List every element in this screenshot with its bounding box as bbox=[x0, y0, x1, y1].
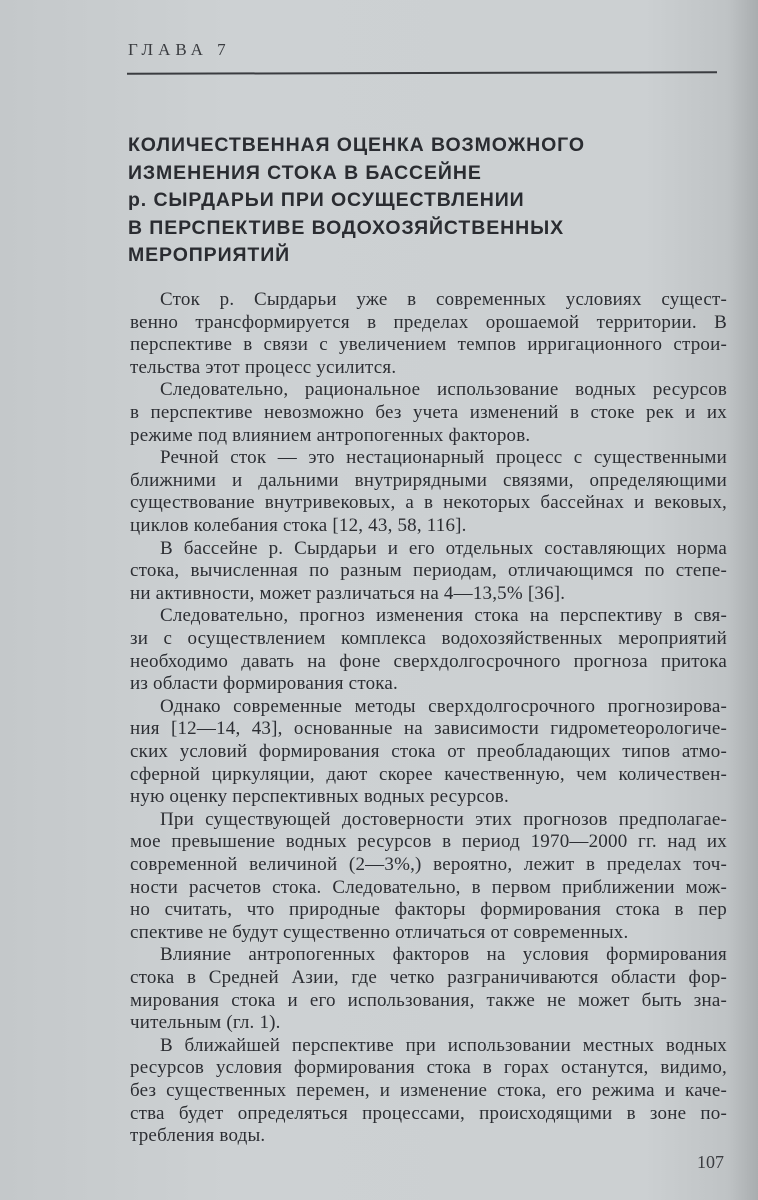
paragraph-line: необходимо давать на фоне сверхдолгосрочного прогноза притока bbox=[130, 650, 727, 672]
paragraph-line: В ближайшей перспективе при использовании местных водных bbox=[160, 1034, 727, 1056]
paragraph-line: мое превышение водных ресурсов в период 1970—2000 гг. над их bbox=[130, 831, 727, 853]
paragraph-line: Речной сток — это нестационарный процесс с существенными bbox=[160, 447, 727, 469]
paragraph-line: современной величиной (2—3%,) вероятно, лежит в пределах точ- bbox=[130, 854, 727, 875]
paragraph-line: циклов колебания стока [12, 43, 58, 116]. bbox=[130, 515, 467, 536]
paragraph-line: венно трансформируется в пределах орошаемой территории. В bbox=[130, 311, 727, 333]
paragraph-line: спективе не будут существенно отличаться от современных. bbox=[130, 921, 629, 943]
title-line: В ПЕРСПЕКТИВЕ ВОДОХОЗЯЙСТВЕННЫХ bbox=[128, 216, 564, 239]
paragraph-line: В бассейне р. Сырдарьи и его отдельных составляющих норма bbox=[160, 537, 727, 559]
paragraph-line: ности расчетов стока. Следовательно, в первом приближении мож- bbox=[130, 876, 727, 898]
paragraph-line: тельства этот процесс усилится. bbox=[130, 356, 397, 378]
paragraph-line: Следовательно, рациональное использование водных ресурсов bbox=[160, 379, 727, 401]
paragraph-line: режиме под влиянием антропогенных факторов. bbox=[130, 424, 531, 446]
page-number: 107 bbox=[697, 1152, 724, 1172]
paragraph-line: Влияние антропогенных факторов на условия формирования bbox=[160, 944, 727, 966]
paragraph-line: ную оценку перспективных водных ресурсов. bbox=[130, 786, 509, 808]
title-line: р. СЫРДАРЬИ ПРИ ОСУЩЕСТВЛЕНИИ bbox=[128, 189, 525, 211]
paragraph-line: мирования стока и его использования, также не может быть зна- bbox=[130, 989, 727, 1011]
paragraph-line: ства будет определяться процессами, происходящими в зоне по- bbox=[130, 1102, 727, 1124]
paragraph-line: стока в Средней Азии, где четко разграничиваются области фор- bbox=[130, 967, 727, 988]
paragraph-line: сферной циркуляции, дают скорее качественную, чем количествен- bbox=[130, 763, 727, 785]
paragraph-line: перспективе в связи с увеличением темпов ирригационного строи- bbox=[130, 334, 727, 356]
paragraph-line: Однако современные методы сверхдолгосрочного прогнозирова- bbox=[160, 695, 727, 717]
paragraph-line: ни активности, может различаться на 4—13,5% [36]. bbox=[130, 582, 566, 604]
paragraph-line: При существующей достоверности этих прогнозов предполагае- bbox=[160, 808, 727, 830]
paragraph-line: Следовательно, прогноз изменения стока на перспективу в свя- bbox=[160, 605, 727, 627]
paragraph-line: существование внутривековых, а в некоторых бассейнах и вековых, bbox=[130, 492, 727, 514]
title-line: МЕРОПРИЯТИЙ bbox=[128, 244, 291, 266]
paragraph-line: Сток р. Сырдарьи уже в современных условиях сущест- bbox=[160, 289, 727, 310]
header-rule bbox=[127, 71, 717, 75]
paragraph-line: без существенных перемен, и изменение стока, его режима и каче- bbox=[130, 1080, 727, 1101]
paragraph-line: зи с осуществлением комплекса водохозяйственных мероприятий bbox=[130, 628, 727, 649]
paragraph-line: но считать, что природные факторы формирования стока в пер bbox=[130, 899, 727, 921]
paragraph-line: стока, вычисленная по разным периодам, отличающимся по степе- bbox=[130, 560, 727, 582]
paragraph-line: ресурсов условия формирования стока в горах останутся, видимо, bbox=[130, 1057, 727, 1079]
chapter-heading: ГЛАВА 7 bbox=[128, 40, 231, 59]
title-line: КОЛИЧЕСТВЕННАЯ ОЦЕНКА ВОЗМОЖНОГО bbox=[128, 134, 585, 156]
paragraph-line: ских условий формирования стока от преобладающих типов атмо- bbox=[130, 741, 727, 762]
paragraph-line: из области формирования стока. bbox=[130, 673, 398, 695]
paragraph-line: в перспективе невозможно без учета изменений в стоке рек и их bbox=[130, 402, 727, 423]
paragraph-line: требления воды. bbox=[130, 1125, 266, 1147]
paragraph-line: чительным (гл. 1). bbox=[130, 1012, 281, 1034]
section-title bbox=[128, 132, 688, 270]
title-line: ИЗМЕНЕНИЯ СТОКА В БАССЕЙНЕ bbox=[128, 161, 482, 184]
paragraph-line: ближними и дальними внутрирядными связями, определяющими bbox=[130, 469, 727, 491]
paragraph-line: ния [12—14, 43], основанные на зависимости гидрометеорологиче- bbox=[130, 718, 727, 740]
